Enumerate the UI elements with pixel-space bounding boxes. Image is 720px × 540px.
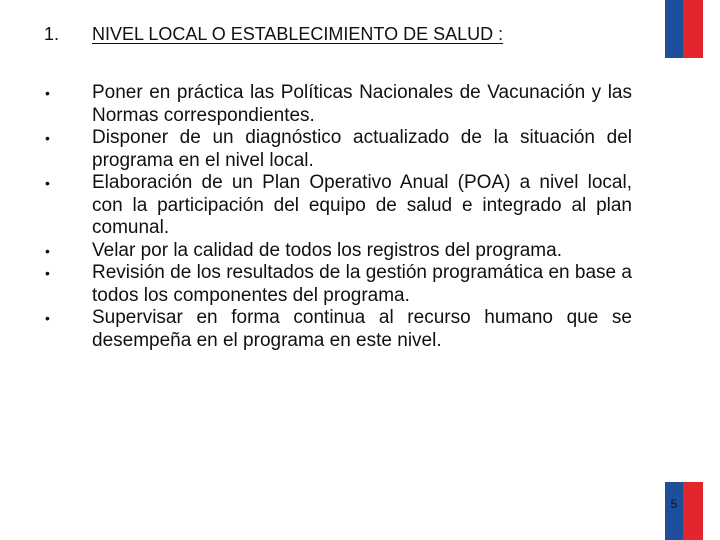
flag-blue-stripe — [665, 482, 683, 540]
bullet-list — [45, 82, 632, 352]
page-number: 5 — [670, 497, 678, 511]
list-item — [45, 307, 632, 352]
bullet-dot: • — [45, 175, 50, 191]
bullet-dot: • — [45, 85, 50, 101]
heading-number: 1. — [44, 24, 60, 44]
list-item — [45, 82, 632, 127]
heading-title: NIVEL LOCAL O ESTABLECIMIENTO DE SALUD — [92, 24, 494, 44]
heading-suffix: : — [493, 24, 504, 44]
bullet-dot: • — [45, 265, 50, 281]
bullet-text: Elaboración de un Plan Operativo Anual (POA) a nivel local, con la participación del equipo de salud e integrado al plan comunal. — [92, 172, 632, 238]
bullet-text: Poner en práctica las Políticas Nacionales de Vacunación y las Normas correspondientes. — [92, 82, 632, 126]
flag-blue-stripe — [665, 0, 683, 58]
flag-red-stripe — [683, 0, 703, 58]
bullet-dot: • — [45, 242, 50, 259]
bullet-text: Velar por la calidad de todos los registros del programa. — [92, 239, 562, 261]
heading-title-wrapper — [92, 24, 503, 45]
bullet-text: Supervisar en forma continua al recurso humano que se desempeña en el programa en este nivel. — [92, 307, 632, 351]
bullet-dot: • — [45, 130, 50, 146]
list-item — [45, 127, 632, 172]
flag-decoration-bottom — [665, 482, 703, 540]
flag-decoration-top — [665, 0, 703, 58]
flag-red-stripe — [683, 482, 703, 540]
bullet-text: Revisión de los resultados de la gestión programática en base a todos los componentes del programa. — [92, 262, 632, 306]
list-item — [45, 239, 632, 263]
list-item — [45, 172, 632, 240]
list-item — [45, 262, 632, 307]
bullet-text: Disponer de un diagnóstico actualizado de la situación del programa en el nivel local. — [92, 127, 632, 171]
bullet-dot: • — [45, 310, 50, 326]
